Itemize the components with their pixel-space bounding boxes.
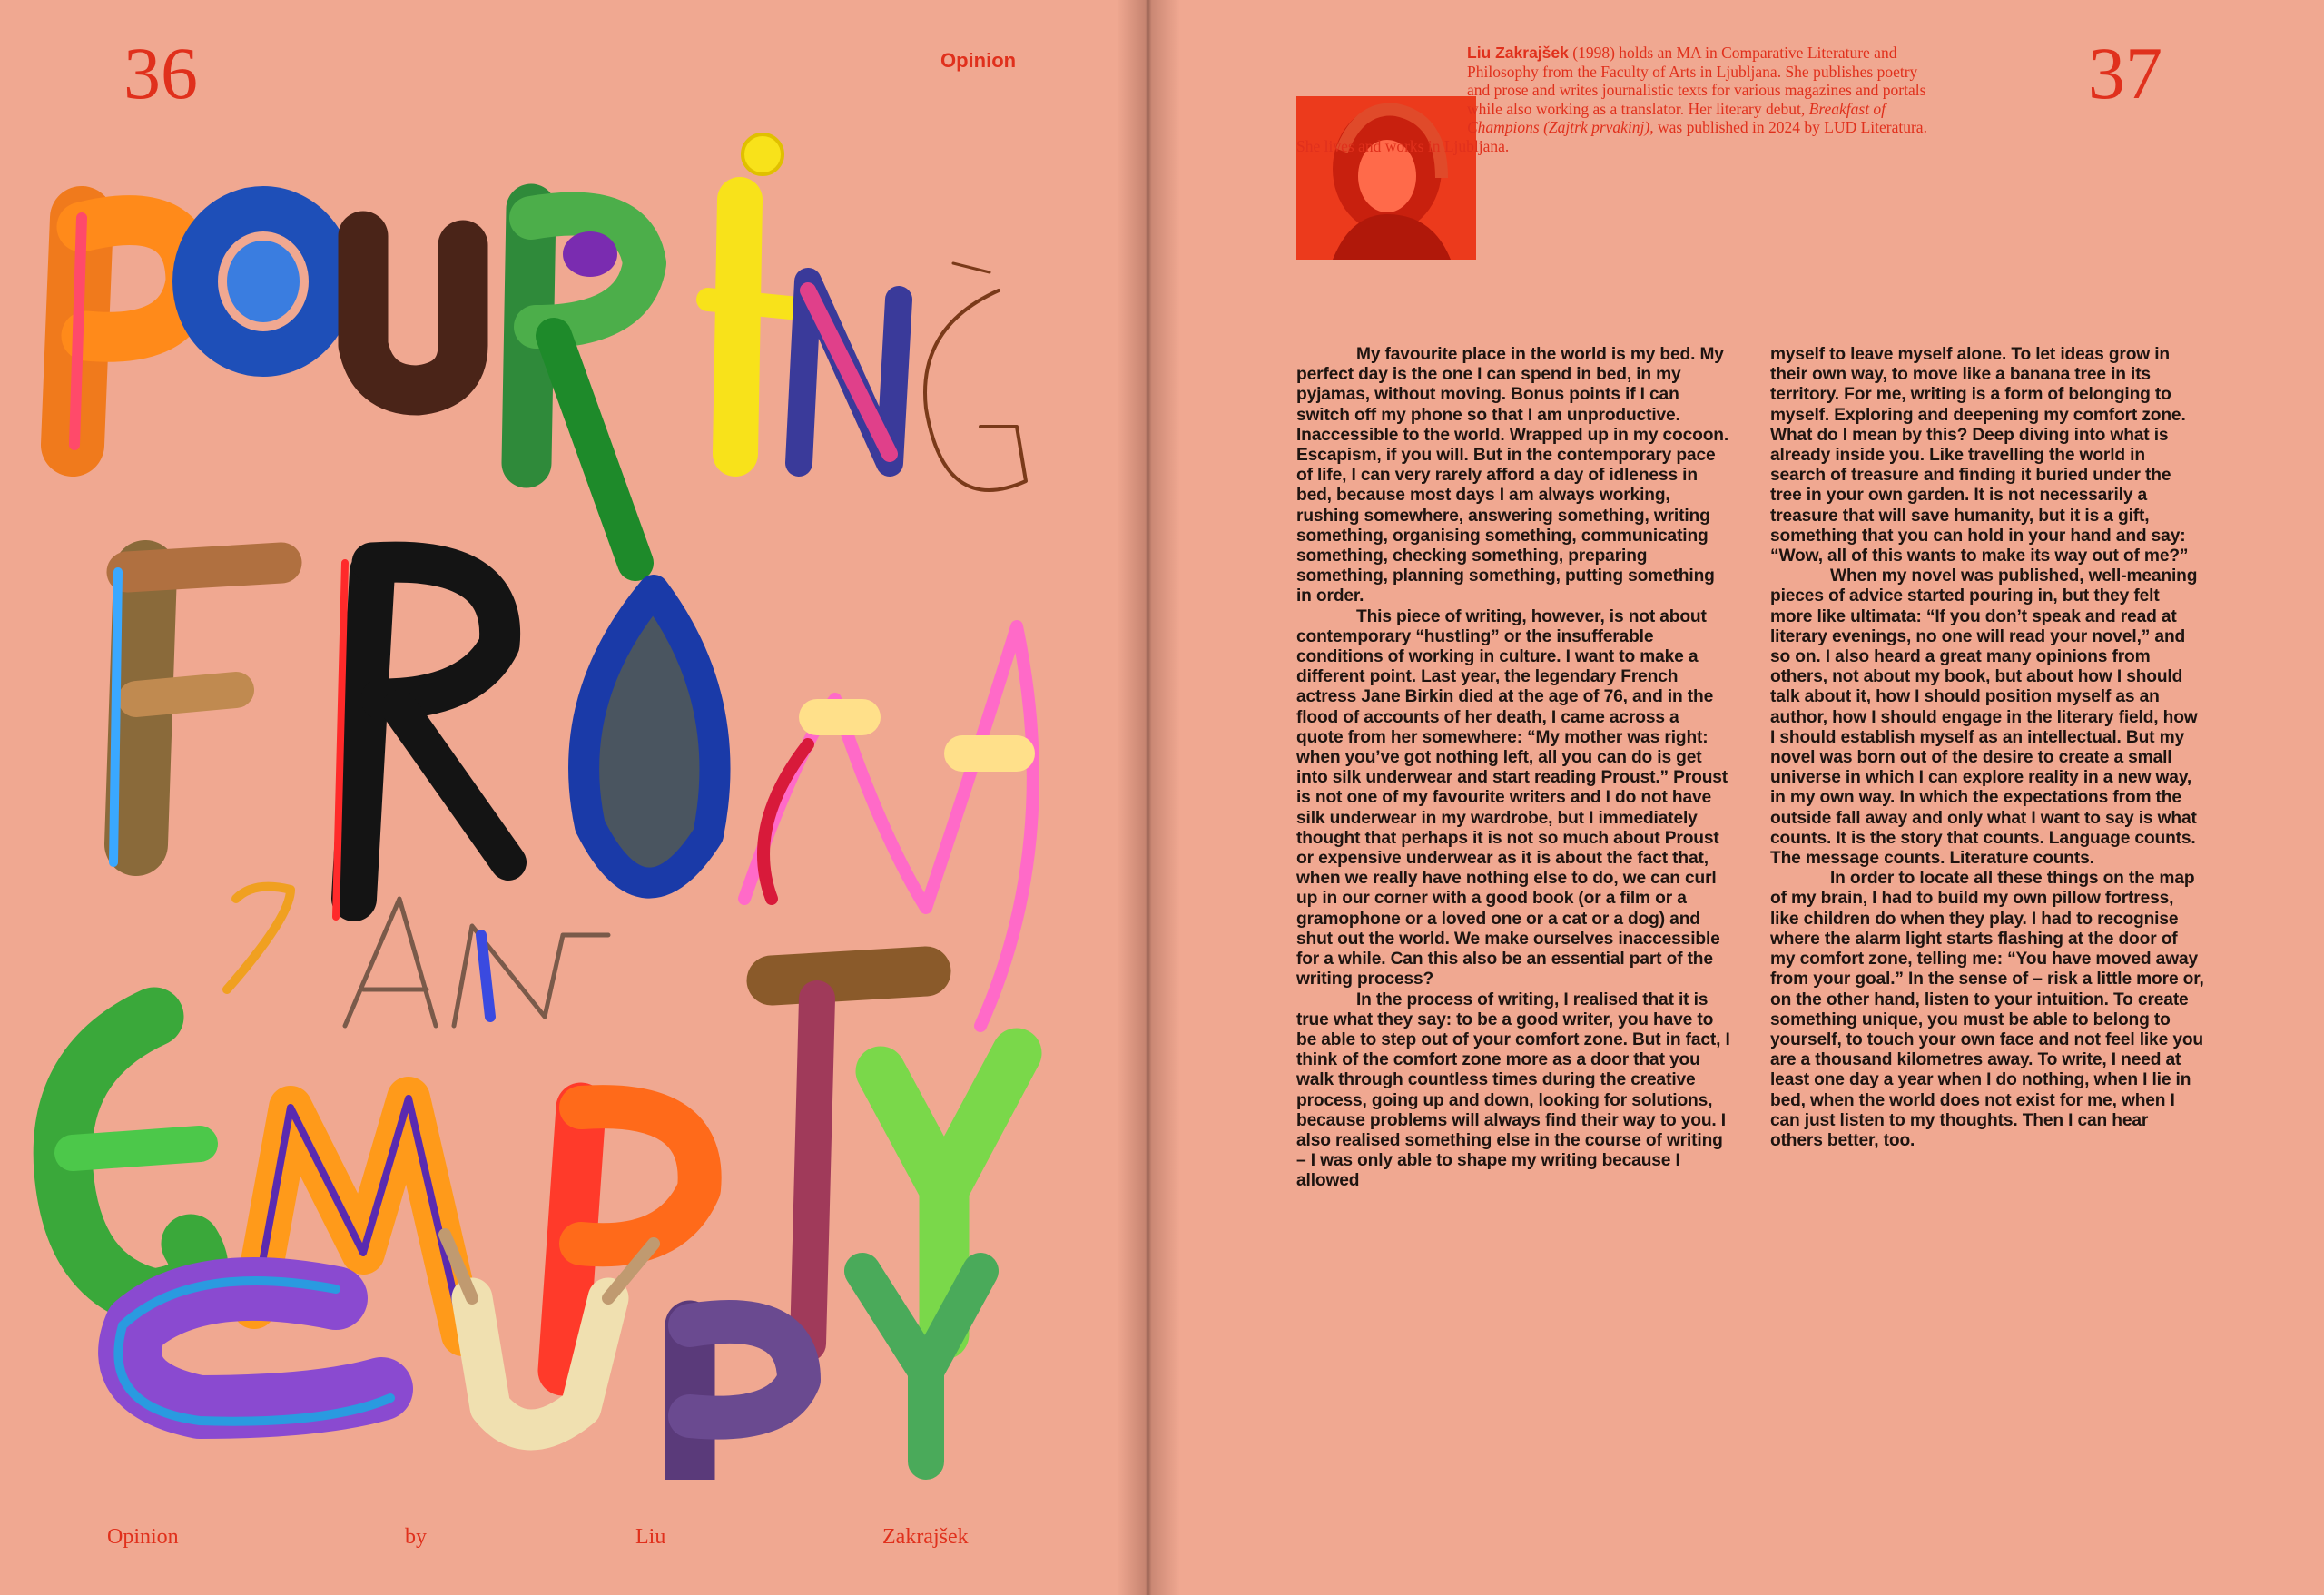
paragraph: myself to leave myself alone. To let ideas grow in their own way, to move like a banana tree in its territory. For me, writing is a form of belonging to myself. Exploring and deepening my comfort zone. What do I mean by this? Deep diving into what is already inside you. Like travelling the world in search of treasure and finding it buried under the tree in your own garden. It is not necessarily a treasure that will save humanity, but it is a gift, something that you can hold in your hand and say: “Wow, all of this wants to make its way out of me?” bbox=[1770, 345, 2189, 566]
body-column-2 bbox=[1770, 345, 2204, 1151]
footer-word-by: by bbox=[405, 1525, 427, 1549]
page-number-left: 36 bbox=[123, 32, 198, 114]
paragraph: When my novel was published, well-meaning pieces of advice started pouring in, but they felt more like ultimata: “If you don’t speak and read at literary evenings, no one will read your novel,” and so on. I also heard a great many opinions from others, not about my book, but about how I should talk about it, how I should position myself as an author, how I should engage in the literary field, how I should establish myself as an intellectual. But my novel was born out of the desire to create a small universe in which I can explore reality in a new way, in my own way. In which the expectations from the outside fall away and only what I want to say is what counts. It is the story that counts. Language counts. The message counts. Literature counts. bbox=[1770, 566, 2198, 869]
paragraph: In order to locate all these things on the map of my brain, I had to build my own pillow fortress, like children do when they play. I had to recognise where the alarm light starts flashing at the door of my comfort zone, telling me: “You have moved away from your goal.” In the sense of – risk a little more or, on the other hand, listen to your intuition. To create something unique, you must be able to belong to yourself, to touch your own face and not feel like you are a thousand kilometres away. To write, I need at least one day a year when I do nothing, when I lie in bed, when the world does not exist for me, when I can just listen to my thoughts. Then I can hear others better, too. bbox=[1770, 869, 2204, 1150]
left-page bbox=[0, 0, 1146, 1595]
section-label: Opinion bbox=[940, 49, 1017, 72]
author-bio bbox=[1296, 44, 1937, 155]
page-number-right: 37 bbox=[2088, 32, 2162, 114]
paragraph: This piece of writing, however, is not about contemporary “hustling” or the insufferable conditions of working in culture. I want to make a different point. Last year, the legendary French actress Jane Birkin died at the age of 76, and in the flood of accounts of her death, I came across a quote from her somewhere: “My mother was right: when you’ve got nothing left, all you can do is get into silk underwear and start reading Proust.” Proust is not one of my favourite writers and I do not have silk underwear in my wardrobe, but I immediately thought that perhaps it is not so much about Proust or expensive underwear as it is about the fact that, when we really have nothing else to do, we can curl up in our corner with a good book (or a film or a gramophone or a loved one or a cat or a dog) and shut out the world. We make ourselves inaccessible for a while. Can this also be an essential part of the writing process? bbox=[1296, 606, 1728, 989]
bio-author-name: Liu Zakrajšek bbox=[1467, 44, 1569, 62]
bio-text-part1: (1998) holds an MA in Comparative Literature and Philosophy from the Faculty of Arts in Ljubljana. She publishes poetry and prose and writes journalistic texts for various magazines and portals while also working as a translator. Her literary debut, bbox=[1467, 44, 1926, 118]
paragraph: My favourite place in the world is my bed. My perfect day is the one I can spend in bed, in my pyjamas, without moving. Bonus points if I can switch off my phone so that I am unproductive. Inaccessible to the world. Wrapped up in my cocoon. Escapism, if you will. But in the contemporary pace of life, I can very rarely afford a day of idleness in bed, because most days I am always working, rushing somewhere, answering something, writing something, organising something, communicating something, checking something, preparing something, planning something, putting something in order. bbox=[1296, 345, 1729, 606]
footer-word-opinion: Opinion bbox=[107, 1525, 179, 1549]
bio-text-part2: was published in 2024 by LUD Literatura. She lives and works in Ljubljana. bbox=[1296, 118, 1927, 155]
body-column-1 bbox=[1296, 345, 1730, 1192]
hand-drawn-headline-artwork bbox=[18, 118, 1108, 1480]
paragraph: In the process of writing, I realised that it is true what they say: to be a good writer, you have to be able to step out of your comfort zone. But in fact, I think of the comfort zone more as a door that you walk through countless times during the creative process, going up and down, looking for solutions, because problems will always find their way to you. I also realised something else in the course of writing – I was only able to shape my writing because I allowed bbox=[1296, 989, 1730, 1191]
bio-book-title: Breakfast of Champions (Zajtrk prvakinj), bbox=[1467, 99, 1886, 136]
footer-word-first-name: Liu bbox=[635, 1525, 666, 1549]
footer-word-last-name: Zakrajšek bbox=[882, 1525, 969, 1549]
book-gutter-shadow bbox=[1117, 0, 1180, 1595]
